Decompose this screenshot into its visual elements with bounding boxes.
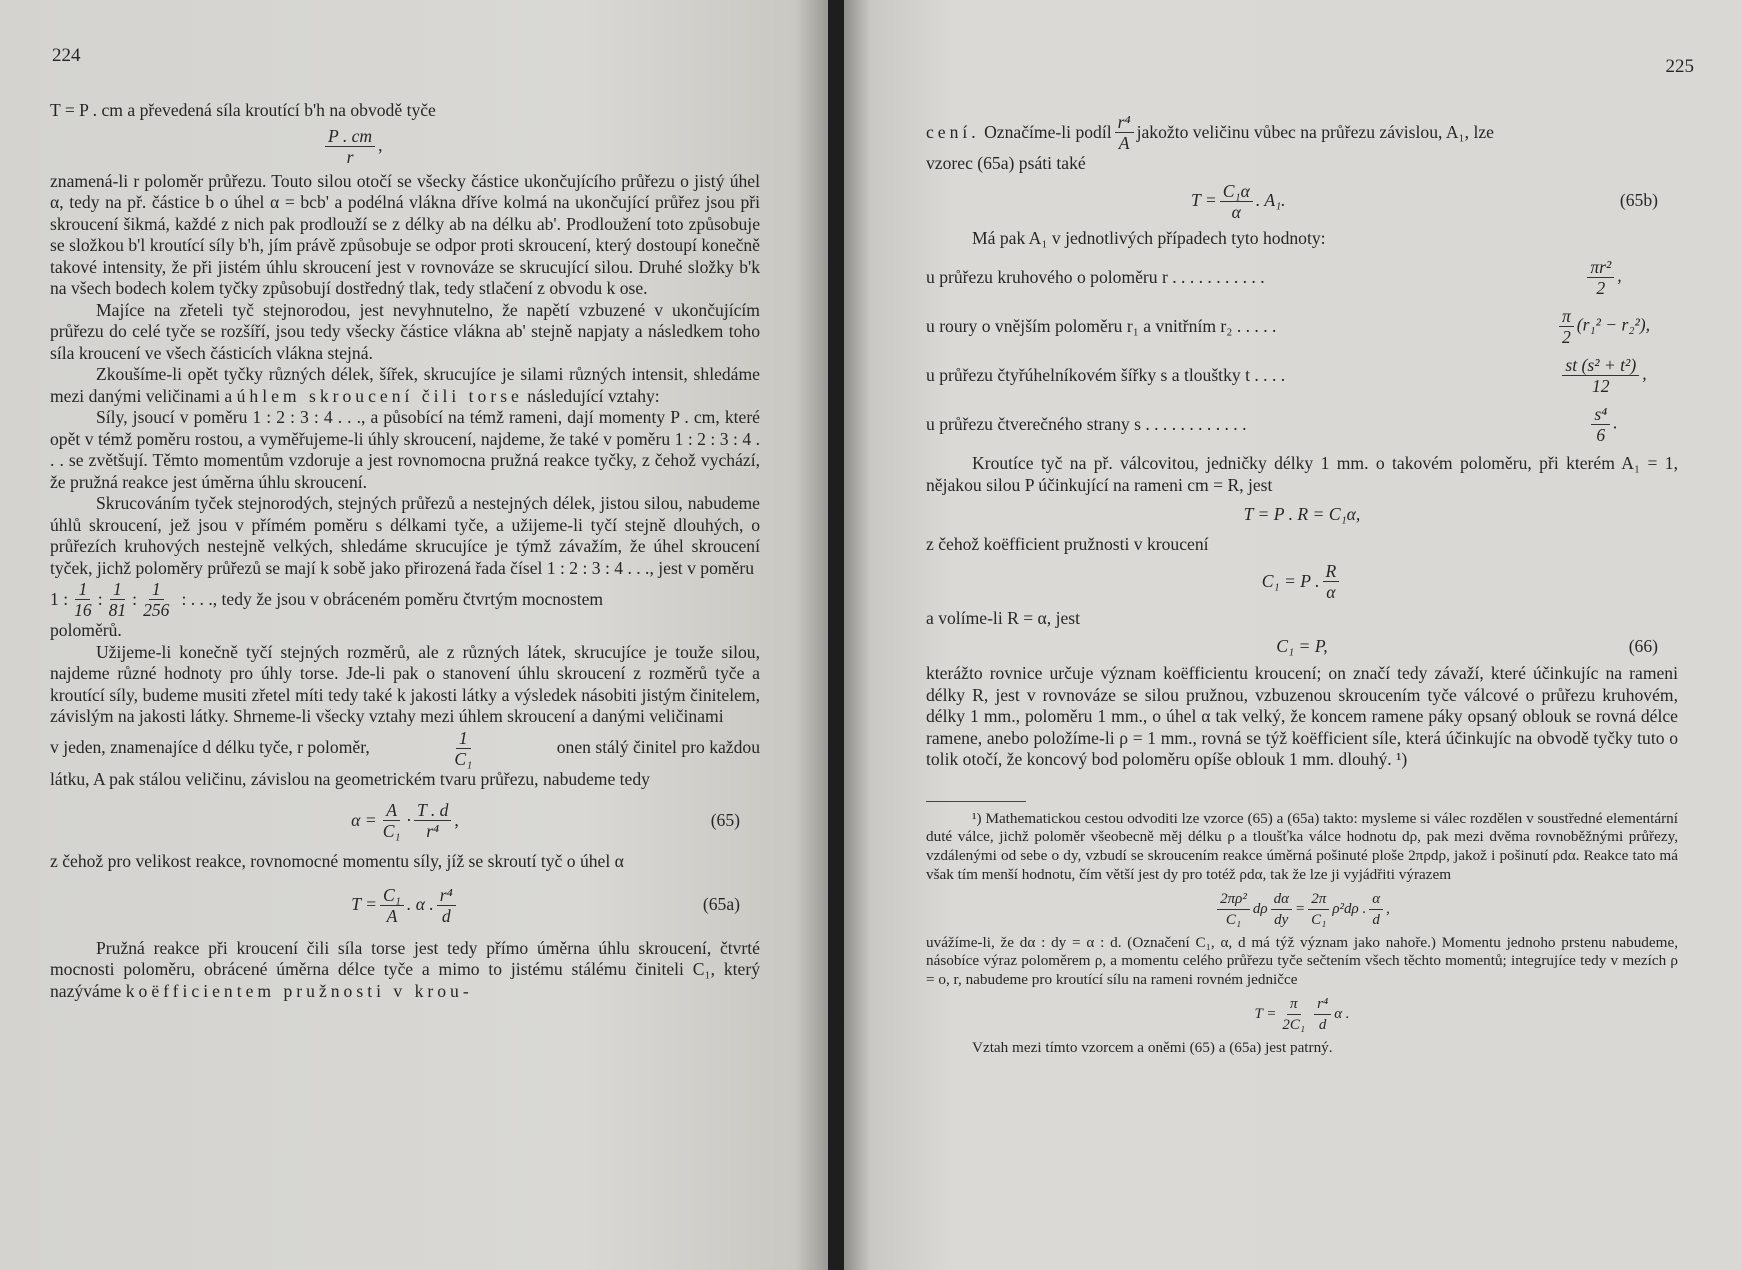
equation-65: α = $\frac{A}{\text{C₁}}$ · $\frac{T . d}{\text{r⁴}}$ , (65) xyxy=(351,800,740,841)
equation-number-65a: (65a) xyxy=(702,894,740,915)
case-row-rectangle: u průřezu čtyřúhelníkovém šířky s a tlouštky t . . . . $\frac{\text{st (s² + t²)}}{12}$ , xyxy=(926,355,1647,396)
values-intro: Má pak A₁ v jednotlivých případech tyto hodnoty: xyxy=(972,227,1326,248)
footnote-equation-2: T = $\frac{\pi}{\text{2C₁}}$ $\frac{\text{r⁴}}{d}$ α . xyxy=(1254,996,1350,1034)
footnote xyxy=(926,810,1678,1058)
paragraph-3: Zkoušíme-li opět tyčky různých délek, šířek, skrucujíce je silami různých intensit, shledáme mezi danými veličinami a úhlem skroucení čili torse následující vztahy: xyxy=(50,364,760,406)
paragraph-8: Pružná reakce při kroucení čili síla torse jest tedy přímo úměrna úhlu skroucení, čtvrté mocnosti poloměru, obrácené úměrna délce tyče a mimo to jistému stálému činiteli C₁, který nazýváme koëfficientem pružnosti v krou- xyxy=(50,937,760,1001)
paragraph-2: Majíce na zřeteli tyč stejnorodou, jest nevyhnutelno, že napětí vzbuzené v ukončujícím průřezu do celé tyče se rozšíří, jsou tedy všecky částice vlákna ab' stejně napjaty a následkem toho síla kroucení ve všech částicích vlákna stejná. xyxy=(50,299,760,363)
footnote-text-2: uvážíme-li, že dα : dy = α : d. (Označení C₁, α, d má týž význam jako nahoře.) Momentu jednoho prstenu nabudeme, násobíce výraz poloměrem ρ, a momentu celého průřezu tyče sečtením všech těchto momentů; integrujíce tedy v mezích ρ = o, r, nabudeme pro kroutící sílu na rameni rovném jedničce xyxy=(926,933,1678,989)
equation-65b: T = $\frac{\text{C₁α}}{\alpha}$ . A₁. (65b) xyxy=(1191,180,1658,222)
paragraph-volime: a volíme-li R = α, jest xyxy=(926,608,1081,628)
equation-66: C₁ = P, (66) xyxy=(1276,635,1658,656)
equation-number-65: (65) xyxy=(710,809,740,830)
footnote-text-3: Vztah mezi tímto vzorcem a oněmi (65) a (65a) jest patrný. xyxy=(972,1039,1333,1057)
paragraph-6: Užijeme-li konečně tyčí stejných rozměrů, ale z různých látek, skrucujíce je touže silou, najdeme různé hodnoty pro úhly torse. Jde-li pak o stanovení úhlu skroucení z rozměrů tyče a kroutící síly, budeme musiti zřetel míti tedy také k jakosti látky a výsledek násobiti jistým činitelem, závislým na jakosti látky. Shrneme-li všecky vztahy mezi úhlem skroucení a danými veličinami xyxy=(50,641,760,726)
footnote-equation-1: $\frac{\text{2πρ²}}{\text{C₁}}$ dρ $\frac{d\alpha}{dy}$ = $\frac{2\pi}{\text{C₁}}$ ρ²dρ . $\frac{\alpha}{d}$ , xyxy=(926,889,1678,930)
footnote-text-1: ¹) Mathematickou cestou odvoditi lze vzorce (65) a (65a) takto: mysleme si válec rozdělen v soustředné elementární duté válce, jichž poloměr všeobecně měj délku ρ a tloušťka válce hodnotu dρ, pak mezi dvěma rovnoběžnými průřezy, vzdálenými od sebe o dy, vzbudí se skroucením reakce úměrná pošinuté ploše 2πρdρ, jakož i pošinutí ρdα. Reakce tato má však tím menší hodnotu, čím větší jest dy pro totéž ρdα, tak že lze ji vyjádřiti výrazem xyxy=(926,809,1678,883)
spaced-term-torse: úhlem skroucení čili torse xyxy=(236,385,523,406)
spaced-term-koefficient: koëfficientem pružnosti v krou- xyxy=(125,980,473,1001)
paragraph-5-end: poloměrů. xyxy=(50,620,122,640)
paragraph-4: Síly, jsoucí v poměru 1 : 2 : 3 : 4 . . ., a působící na témž rameni, dají momenty P . cm, které opět v témž poměru rostou, a vyměřujeme-li úhly skroucení, najdeme, že také v poměru 1 : 2 : 3 : 4 . . . se zvětšují. Těmto momentům vzdoruje a jest rovnomocna pružná reakce tyčky, z čehož vychází, že pružná reakce jest úměrna úhlu skroucení. xyxy=(50,407,760,492)
paragraph-5: Skrucováním tyček stejnorodých, stejných průřezů a nestejných délek, jistou silou, nabudeme úhlů skroucení, jež jsou v přímém poměru s délkami tyče, a užijeme-li tyčí stejně dlouhých, o průřezích kruhových nestejně velkých, shledáme skrucujíce je týmž závažím, že úhel skroucení tyček, jichž poloměry průřezů se mají k sobě jako přirozená řada čísel 1 : 2 : 3 : 4 . . ., jest v poměru xyxy=(50,493,760,578)
case-row-square: u průřezu čtverečného strany s . . . . . . . . . . . . $\frac{\text{s⁴}}{6}$ . xyxy=(926,404,1618,445)
equation-T-PR: T = P . R = C₁α, xyxy=(1243,504,1361,524)
paragraph-koefficient: z čehož koëfficient pružnosti v kroucení xyxy=(926,533,1209,554)
line-T-equals: T = P . cm a převedená síla kroutící b'h na obvodě tyče xyxy=(50,100,436,120)
case-list xyxy=(926,257,1678,445)
paragraph-7: z čehož pro velikost reakce, rovnomocné momentu síly, jíž se skroutí tyč o úhel α xyxy=(50,851,624,871)
paragraph-vyznam: kterážto rovnice určuje význam koëfficientu kroucení; on značí tedy závaží, které účinkujíc na rameni délky R, jest v rovnováze se silou pružnou, vzbuzenou skroucením tyče válcové o průřezu kruhovém, délky 1 mm., poloměru 1 mm., o úhel α tak velký, že koncem ramene páky opsaný oblouk se rovná délce ramene, anebo položíme-li ρ = 1 mm., rovná se týž koëfficient síle, která účinkujíc na obvodě tyčky tuto o tolik otočí, že koncový bod poloměru opíše oblouk 1 mm. dlouhý. ¹) xyxy=(926,663,1678,769)
left-page xyxy=(0,0,828,1270)
left-column xyxy=(50,100,760,1002)
right-page xyxy=(844,0,1742,1270)
equation-65a: T = $\frac{\text{C₁}}{A}$ . α . $\frac{\text{r⁴}}{d}$ (65a) xyxy=(351,884,740,926)
line-vzorec: vzorec (65a) psáti také xyxy=(926,153,1086,173)
footnote-rule xyxy=(926,801,1026,802)
equation-number-66: (66) xyxy=(1628,635,1658,656)
ratio-line: 1 : $\frac{1}{16}$ : $\frac{1}{81}$ : $\frac{1}{256}$ : . . ., tedy že jsou v obráceném poměru čtvrtým mocnostem xyxy=(50,579,604,620)
paragraph-1: znamená-li r poloměr průřezu. Touto silou otočí se všecky částice ukončujícího průřezu o jistý úhel α, tedy na př. částice b o úhel α = bcb' a podélná vlákna dříve kolmá na ukončující průřez jsou při skroucení šikmá, každé z nich pak prodlouží se z délky ab na délku ab'. Prodloužení toto způsobuje se složkou b'l kroutící síly b'h, jím právě způsobuje se odpor proti skroucení, který dostoupí konečně takové intensity, že při jistém úhlu skroucení jest v rovnováze se skrucující silou. Druhé složky b'k na všech bodech kolem tyčky způsobují dostředný tlak, tedy stlačení z obvodu k ose. xyxy=(50,170,760,298)
paragraph-6-end: látku, A pak stálou veličinu, závislou na geometrickém tvaru průřezu, nabudeme tedy xyxy=(50,768,650,789)
page-number-left: 224 xyxy=(52,45,81,66)
fraction-P-cm-over-r: $\frac{P . cm}{r}$ , xyxy=(50,126,760,167)
paragraph-6-fraction-line: v jeden, znamenajíce d délku tyče, r poloměr, $\frac{1}{\text{C₁}}$ onen stálý činitel pro každou xyxy=(50,727,760,769)
right-column xyxy=(926,112,1678,1058)
paragraph-kroutice: Kroutíce tyč na př. válcovitou, jedničky délky 1 mm. o takovém poloměru, při kterém A₁ = 1, nějakou silou P účinkující na rameni cm = R, jest xyxy=(926,453,1678,495)
line-oznacime: cení. Označíme-li podíl $\frac{\text{r⁴}}{A}$ jakožto veličinu vůbec na průřezu závislou, A₁, lze xyxy=(926,112,1494,153)
equation-C1-PR: C₁ = P . $\frac{R}{\alpha}$ xyxy=(926,561,1678,602)
page-number-right: 225 xyxy=(1665,56,1694,77)
equation-number-65b: (65b) xyxy=(1619,190,1658,211)
case-row-tube: u roury o vnějším poloměru r₁ a vnitřním r₂ . . . . . $\frac{\pi}{2}$ (r₁² − r₂²), xyxy=(926,306,1651,347)
case-row-circle: u průřezu kruhového o poloměru r . . . . . . . . . . . $\frac{\text{πr²}}{2}$ , xyxy=(926,257,1622,298)
